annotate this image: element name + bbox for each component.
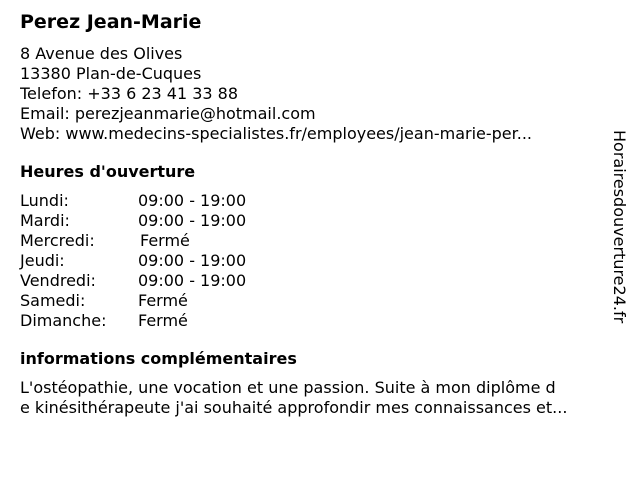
day-hours: 09:00 - 19:00	[138, 191, 247, 210]
day-hours: 09:00 - 19:00	[138, 211, 247, 230]
contact-block	[20, 44, 605, 144]
hours-row	[20, 271, 605, 291]
hours-row	[20, 191, 605, 211]
info-line: L'ostéopathie, une vocation et une passion. Suite à mon diplôme d	[20, 378, 556, 397]
web-line: Web: www.medecins-specialistes.fr/employees/jean-marie-per...	[20, 124, 533, 143]
day-label: Mercredi:	[20, 231, 95, 250]
hours-row	[20, 251, 605, 271]
address-city: 13380 Plan-de-Cuques	[20, 64, 202, 83]
address-street: 8 Avenue des Olives	[20, 44, 183, 63]
business-card	[20, 10, 605, 418]
hours-table	[20, 191, 605, 331]
business-name: Perez Jean-Marie	[20, 11, 202, 33]
info-title: informations complémentaires	[20, 349, 297, 368]
day-label: Vendredi:	[20, 271, 96, 290]
day-label: Lundi:	[20, 191, 69, 210]
day-hours: Fermé	[140, 231, 190, 250]
day-label: Dimanche:	[20, 311, 107, 330]
day-hours: 09:00 - 19:00	[138, 251, 247, 270]
hours-title: Heures d'ouverture	[20, 162, 196, 181]
hours-row	[20, 311, 605, 331]
info-line: e kinésithérapeute j'ai souhaité approfondir mes connaissances et...	[20, 398, 568, 417]
day-label: Jeudi:	[20, 251, 65, 270]
hours-row	[20, 211, 605, 231]
info-description	[20, 378, 605, 418]
email-line: Email: perezjeanmarie@hotmail.com	[20, 104, 316, 123]
day-hours: 09:00 - 19:00	[138, 271, 247, 290]
site-watermark: Horairesdouverture24.fr	[610, 130, 629, 324]
day-label: Mardi:	[20, 211, 70, 230]
day-label: Samedi:	[20, 291, 86, 310]
hours-row	[20, 231, 605, 251]
day-hours: Fermé	[138, 291, 188, 310]
hours-row	[20, 291, 605, 311]
day-hours: Fermé	[138, 311, 188, 330]
phone-line: Telefon: +33 6 23 41 33 88	[20, 84, 239, 103]
